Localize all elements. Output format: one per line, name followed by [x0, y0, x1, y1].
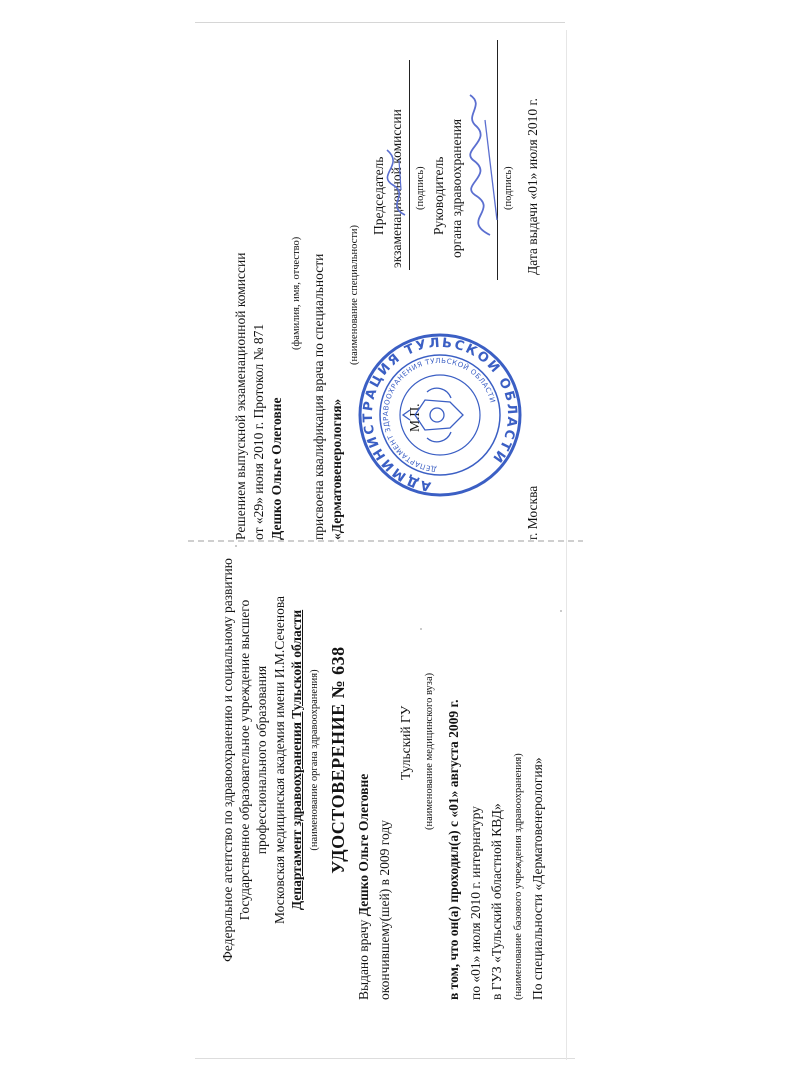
specialty-caption: (наименование специальности): [349, 224, 360, 365]
base-institution: в ГУЗ «Тульский областной КВД»: [489, 803, 504, 1000]
decision-line: Решением выпускной экзаменационной комиссии: [233, 252, 248, 540]
doctor-name: Дешко Ольге Олеговне: [356, 773, 371, 917]
issued-line: [356, 774, 372, 1000]
certificate-title: УДОСТОВЕРЕНИЕ № 638: [328, 646, 348, 874]
institution-line-2: профессионального образования: [254, 665, 269, 855]
academy-name: Московская медицинская академия имени И.М.Сеченова: [272, 595, 287, 925]
seal-mark: М.П.: [407, 403, 422, 432]
signature-caption-2: (подпись): [503, 166, 514, 210]
university-caption: (наименование медицинского вуза): [424, 672, 435, 830]
svg-text:АДМИНИСТРАЦИЯ ТУЛЬСКОЙ ОБЛАСТИ: АДМИНИСТРАЦИЯ ТУЛЬСКОЙ ОБЛАСТИ: [360, 335, 520, 494]
svg-text:ДЕПАРТАМЕНТ ЗДРАВООХРАНЕНИЯ ТУ: ДЕПАРТАМЕНТ ЗДРАВООХРАНЕНИЯ ТУЛЬСКОЙ ОБЛАСТИ: [381, 356, 497, 473]
date-protocol: от «29» июня 2010 г. Протокол № 871: [251, 323, 266, 540]
paper-edge-right: [566, 30, 567, 1060]
specialty-value: «Дерматовенерология»: [329, 398, 344, 540]
issued-label: Выдано врачу: [356, 919, 371, 1000]
city: г. Москва: [525, 485, 540, 540]
specialty-line: По специальности «Дерматовенерология»: [530, 757, 545, 1000]
chair-title-2: экзаменационной комиссии: [389, 109, 404, 268]
institution-line-1: Государственное образовательное учреждение высшего: [237, 599, 252, 921]
graduated-line: окончившему(шей) в 2009 году: [377, 820, 392, 1000]
period-from: в том, что он(а) проходил(а) с «01» августа 2009 г.: [446, 699, 461, 1000]
university-name: Тульский ГУ: [398, 705, 413, 780]
paper-edge-top: [195, 22, 565, 23]
period-to: по «01» июля 2010 г. интернатуру: [468, 806, 483, 1000]
head-title-1: Руководитель: [431, 156, 446, 235]
signature-caption-1: (подпись): [415, 166, 426, 210]
recipient-name: Дешко Ольге Олеговне: [269, 397, 284, 540]
certificate-front-page: [210, 520, 550, 1000]
head-signature-line: [497, 40, 498, 280]
name-caption: (фамилия, имя, отчество): [291, 236, 302, 350]
certificate-back-page: [225, 40, 565, 540]
paper-edge-bottom: [195, 1058, 575, 1059]
chair-title-1: Председатель: [371, 156, 386, 235]
scan-speck: [560, 610, 562, 612]
department-name: Департамент здравоохранения Тульской области: [289, 609, 304, 911]
chair-signature-line: [409, 60, 410, 270]
assigned-qualification: присвоена квалификация врача по специальности: [311, 253, 326, 540]
issue-date: Дата выдачи «01» июля 2010 г.: [525, 98, 540, 275]
department-caption: (наименование органа здравоохранения): [309, 669, 320, 851]
base-caption: (наименование базового учреждения здравоохранения): [513, 753, 524, 1000]
agency-name: Федеральное агентство по здравоохранению и социальному развитию: [220, 558, 235, 962]
official-seal: [355, 330, 525, 500]
head-title-2: органа здравоохранения: [449, 118, 464, 258]
